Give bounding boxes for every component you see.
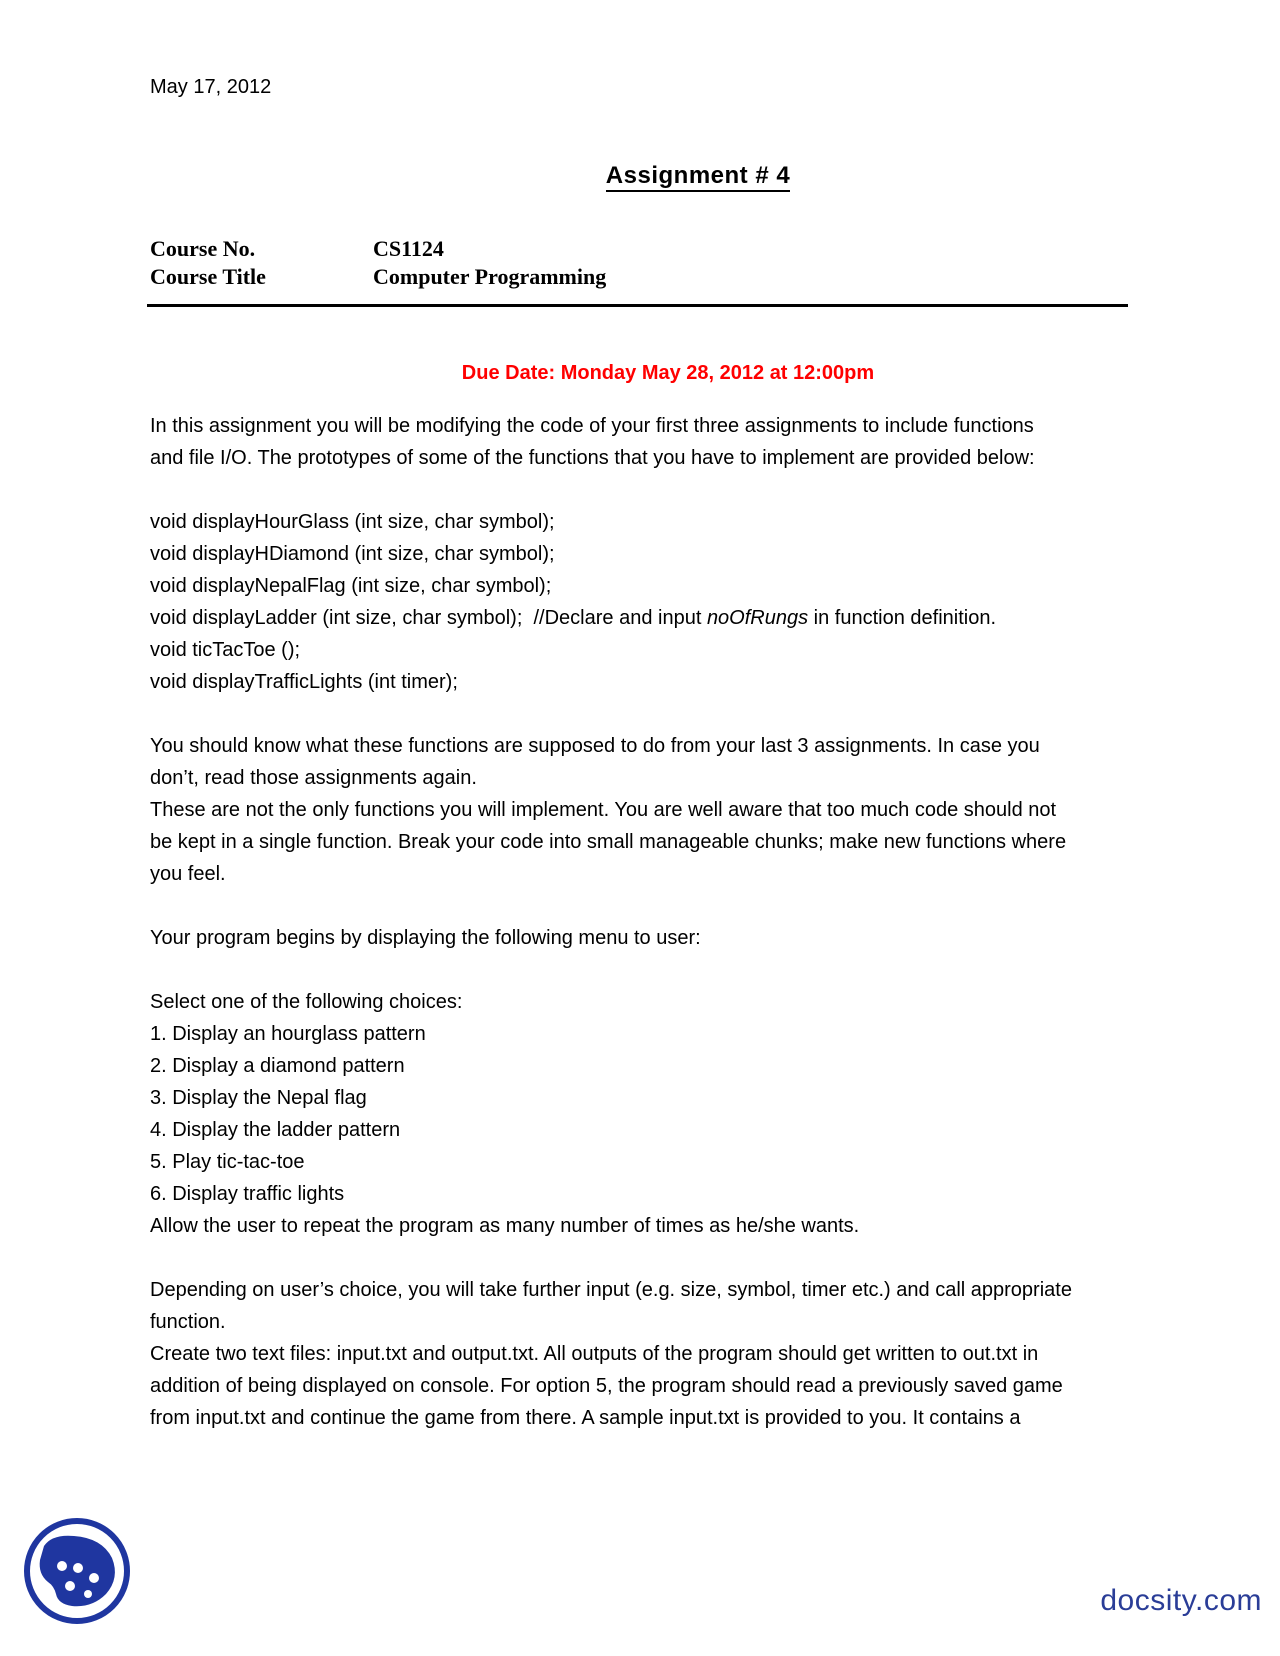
menu-item: 6. Display traffic lights <box>150 1183 345 1205</box>
menu-item: 1. Display an hourglass pattern <box>150 1023 426 1045</box>
prototype-line: void displayTrafficLights (int timer); <box>150 671 458 693</box>
prototype-line: void displayHourGlass (int size, char symbol); <box>150 511 555 533</box>
course-no-label: Course No. <box>150 236 256 261</box>
paragraph-line: These are not the only functions you will implement. You are well aware that too much code should not <box>150 799 1057 821</box>
due-date: Due Date: Monday May 28, 2012 at 12:00pm <box>461 362 875 384</box>
assignment-title: Assignment # 4 <box>0 162 1280 190</box>
paragraph-line: addition of being displayed on console. For option 5, the program should read a previously saved game <box>150 1375 1063 1397</box>
paragraph-line: You should know what these functions are supposed to do from your last 3 assignments. In case you <box>150 735 1040 757</box>
header-divider <box>147 304 1128 307</box>
paragraph-line: be kept in a single function. Break your code into small manageable chunks; make new functions where <box>150 831 1067 853</box>
paragraph-line: from input.txt and continue the game from there. A sample input.txt is provided to you. It contains a <box>150 1407 1021 1429</box>
prototype-ladder-line: void displayLadder (int size, char symbol); //Declare and input noOfRungs in function definition. <box>150 607 997 629</box>
intro-line: and file I/O. The prototypes of some of the functions that you have to implement are provided below: <box>150 447 1035 469</box>
docsity-logo-icon[interactable] <box>22 1516 132 1626</box>
paragraph-line: Depending on user’s choice, you will take further input (e.g. size, symbol, timer etc.) and call appropriate <box>150 1279 1072 1301</box>
course-no-value: CS1124 <box>373 236 444 261</box>
intro-line: In this assignment you will be modifying the code of your first three assignments to include functions <box>150 415 1034 437</box>
prototype-line: void displayNepalFlag (int size, char symbol); <box>150 575 552 597</box>
paragraph-line: function. <box>150 1311 226 1333</box>
prototype-line: void ticTacToe (); <box>150 639 301 661</box>
menu-heading: Select one of the following choices: <box>150 991 463 1013</box>
paragraph-line: you feel. <box>150 863 226 885</box>
course-title-label: Course Title <box>150 264 266 289</box>
menu-item: 2. Display a diamond pattern <box>150 1055 405 1077</box>
paragraph-line: Create two text files: input.txt and output.txt. All outputs of the program should get written to out.txt in <box>150 1343 1039 1365</box>
menu-item: 3. Display the Nepal flag <box>150 1087 367 1109</box>
docsity-brand[interactable]: docsity.com <box>1100 1584 1262 1617</box>
paragraph-line: don’t, read those assignments again. <box>150 767 477 789</box>
ladder-emphasis: noOfRungs <box>706 607 809 629</box>
menu-item: 5. Play tic-tac-toe <box>150 1151 305 1173</box>
prototype-line: void displayHDiamond (int size, char symbol); <box>150 543 555 565</box>
menu-item: 4. Display the ladder pattern <box>150 1119 401 1141</box>
menu-repeat: Allow the user to repeat the program as many number of times as he/she wants. <box>150 1215 860 1237</box>
document-date: May 17, 2012 <box>150 76 272 98</box>
menu-intro: Your program begins by displaying the following menu to user: <box>150 927 701 949</box>
course-title-value: Computer Programming <box>373 264 607 289</box>
